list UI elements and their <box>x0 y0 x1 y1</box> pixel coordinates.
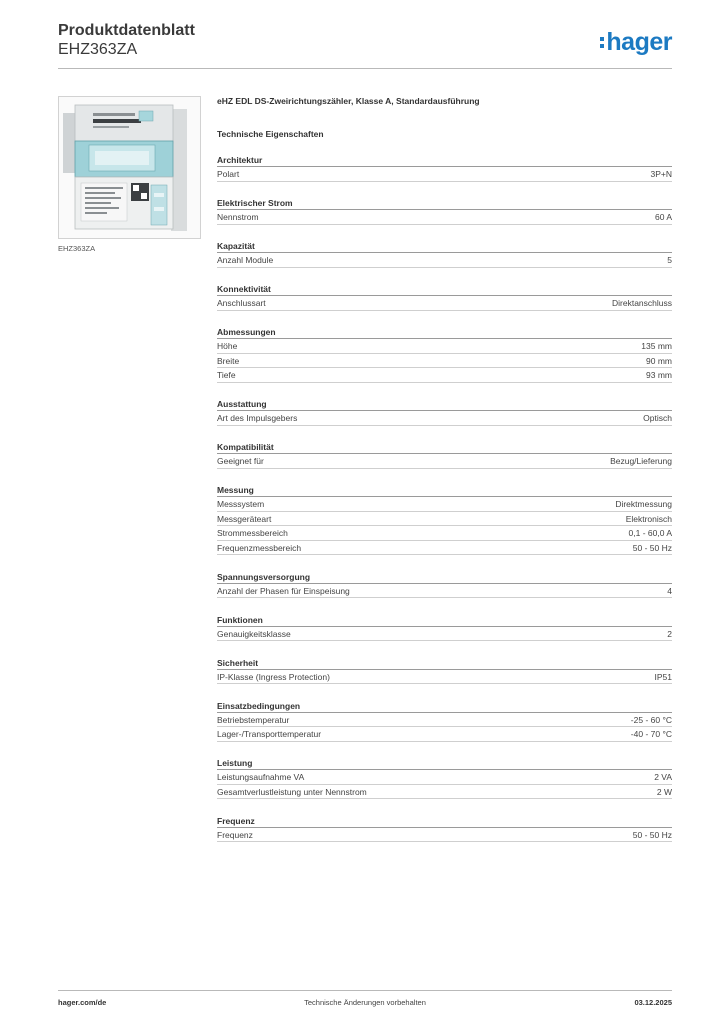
spec-row <box>217 670 672 685</box>
spec-group-title: Sicherheit <box>217 655 672 670</box>
spec-group-title: Einsatzbedingungen <box>217 698 672 713</box>
spec-value: Direktmessung <box>615 499 672 509</box>
spec-group-title: Konnektivität <box>217 281 672 296</box>
spec-label: Messgeräteart <box>217 513 272 524</box>
hager-logo <box>600 28 672 56</box>
spec-row <box>217 828 672 843</box>
spec-label: Betriebstemperatur <box>217 714 290 725</box>
spec-value: 90 mm <box>646 355 672 366</box>
spec-row <box>217 713 672 728</box>
logo-text: hager <box>606 28 672 56</box>
spec-group-title: Frequenz <box>217 813 672 828</box>
product-image <box>58 96 201 239</box>
spec-row <box>217 167 672 182</box>
spec-group <box>217 612 672 642</box>
spec-value: 60 A <box>654 212 672 222</box>
spec-row <box>217 526 672 541</box>
spec-label: Strommessbereich <box>217 528 288 538</box>
spec-group-title: Leistung <box>217 755 672 770</box>
spec-group-title: Kapazität <box>217 238 672 253</box>
spec-value: 4 <box>667 585 672 596</box>
spec-value: Optisch <box>643 413 672 423</box>
spec-row <box>217 210 672 225</box>
document-title: Produktdatenblatt <box>58 22 195 39</box>
spec-label: Geeignet für <box>217 456 264 466</box>
spec-group-title: Funktionen <box>217 612 672 627</box>
spec-row <box>217 727 672 742</box>
spec-row <box>217 497 672 512</box>
product-description: eHZ EDL DS-Zweirichtungszähler, Klasse A, Standardausführung <box>217 96 480 106</box>
spec-label: IP-Klasse (Ingress Protection) <box>217 671 330 682</box>
spec-value: 50 - 50 Hz <box>632 542 672 553</box>
spec-label: Messsystem <box>217 499 265 509</box>
spec-row <box>217 541 672 556</box>
spec-value: 0,1 - 60,0 A <box>628 528 672 538</box>
spec-value: Direktanschluss <box>612 298 672 308</box>
spec-groups <box>217 152 672 842</box>
footer-date: 03.12.2025 <box>634 998 672 1007</box>
spec-label: Frequenzmessbereich <box>217 542 302 553</box>
spec-group <box>217 698 672 742</box>
spec-row <box>217 368 672 383</box>
section-title: Technische Eigenschaften <box>217 129 324 139</box>
spec-row <box>217 584 672 599</box>
spec-label: Anzahl Module <box>217 255 274 265</box>
spec-label: Leistungsaufnahme VA <box>217 772 305 782</box>
spec-label: Genauigkeitsklasse <box>217 628 291 639</box>
spec-group-title: Architektur <box>217 152 672 167</box>
page-header <box>58 22 672 68</box>
spec-group <box>217 655 672 685</box>
spec-label: Höhe <box>217 341 238 351</box>
spec-group-title: Ausstattung <box>217 396 672 411</box>
image-caption: EHZ363ZA <box>58 244 96 253</box>
spec-group <box>217 152 672 182</box>
spec-group <box>217 281 672 311</box>
spec-value: IP51 <box>654 671 672 682</box>
spec-label: Anzahl der Phasen für Einspeisung <box>217 585 350 596</box>
spec-row <box>217 770 672 785</box>
spec-label: Frequenz <box>217 829 253 840</box>
spec-group <box>217 195 672 225</box>
spec-group <box>217 324 672 383</box>
spec-group <box>217 482 672 555</box>
spec-row <box>217 411 672 426</box>
spec-value: 50 - 50 Hz <box>632 829 672 840</box>
spec-value: 2 W <box>656 786 672 797</box>
spec-value: Elektronisch <box>625 513 672 524</box>
spec-label: Art des Impulsgebers <box>217 413 298 423</box>
spec-value: 135 mm <box>641 341 672 351</box>
document-subtitle: EHZ363ZA <box>58 41 138 58</box>
spec-group <box>217 569 672 599</box>
spec-group <box>217 755 672 799</box>
spec-value: 2 VA <box>654 772 672 782</box>
spec-row <box>217 253 672 268</box>
spec-value: 93 mm <box>646 370 672 380</box>
spec-row <box>217 785 672 800</box>
spec-row <box>217 339 672 354</box>
spec-label: Tiefe <box>217 370 236 380</box>
spec-group <box>217 396 672 426</box>
spec-row <box>217 296 672 311</box>
spec-label: Gesamtverlustleistung unter Nennstrom <box>217 786 367 797</box>
spec-label: Lager-/Transporttemperatur <box>217 729 322 739</box>
spec-value: -25 - 60 °C <box>630 714 672 725</box>
spec-group-title: Spannungsversorgung <box>217 569 672 584</box>
spec-row <box>217 512 672 527</box>
spec-row <box>217 627 672 642</box>
electricity-meter-illustration <box>59 97 200 238</box>
spec-value: 2 <box>667 628 672 639</box>
logo-colon-icon <box>600 37 604 48</box>
spec-label: Polart <box>217 169 240 179</box>
spec-label: Breite <box>217 355 240 366</box>
spec-row <box>217 354 672 369</box>
footer-website-link[interactable]: hager.com/de <box>58 998 107 1007</box>
footer-divider <box>58 990 672 991</box>
spec-value: Bezug/Lieferung <box>610 456 672 466</box>
spec-content <box>217 96 672 842</box>
spec-group <box>217 238 672 268</box>
page-footer <box>58 998 672 1010</box>
spec-label: Anschlussart <box>217 298 266 308</box>
footer-notice: Technische Änderungen vorbehalten <box>304 998 426 1007</box>
spec-group-title: Kompatibilität <box>217 439 672 454</box>
spec-value: 3P+N <box>650 169 672 179</box>
spec-group-title: Messung <box>217 482 672 497</box>
spec-group-title: Abmessungen <box>217 324 672 339</box>
header-divider <box>58 68 672 69</box>
spec-group-title: Elektrischer Strom <box>217 195 672 210</box>
spec-label: Nennstrom <box>217 212 259 222</box>
spec-group <box>217 439 672 469</box>
spec-value: 5 <box>667 255 672 265</box>
spec-row <box>217 454 672 469</box>
spec-group <box>217 813 672 843</box>
spec-value: -40 - 70 °C <box>630 729 672 739</box>
